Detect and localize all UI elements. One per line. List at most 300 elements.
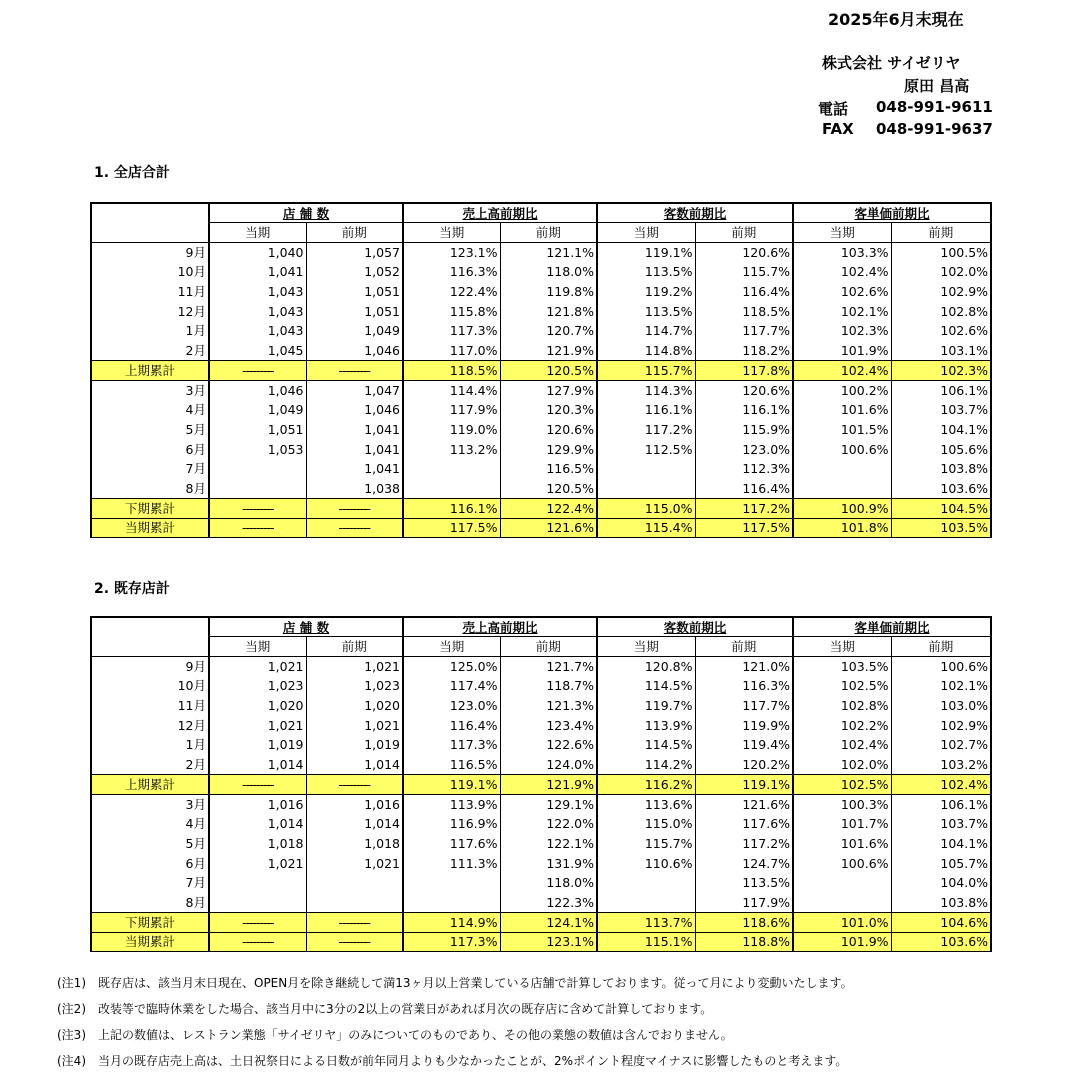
value-cell: ---------	[209, 498, 306, 518]
value-cell: 100.6%	[793, 853, 891, 873]
value-cell: 1,045	[209, 341, 306, 361]
value-cell: 1,046	[306, 400, 403, 420]
header-current: 当期	[209, 637, 306, 657]
subtotal-row	[91, 932, 991, 952]
value-cell: 102.4%	[793, 735, 891, 755]
value-cell: ---------	[306, 932, 403, 952]
value-cell: 106.1%	[891, 794, 991, 814]
value-cell: 120.5%	[500, 479, 597, 499]
value-cell: 129.9%	[500, 439, 597, 459]
value-cell: 103.8%	[891, 459, 991, 479]
value-cell: 110.6%	[597, 853, 695, 873]
value-cell: 114.8%	[597, 341, 695, 361]
group-header: 売上高前期比	[403, 617, 597, 637]
value-cell: 104.0%	[891, 873, 991, 893]
value-cell: 117.9%	[695, 893, 793, 913]
note-1: (注1) 既存店は、該当月末日現在、OPEN月を除き継続して満13ヶ月以上営業している店舗で計算しております。従って月により変動いたします。	[57, 976, 853, 990]
value-cell: 111.3%	[403, 853, 500, 873]
value-cell: 1,046	[209, 380, 306, 400]
value-cell: 131.9%	[500, 853, 597, 873]
value-cell: 100.6%	[793, 439, 891, 459]
value-cell: 119.9%	[695, 715, 793, 735]
value-cell: 102.3%	[891, 361, 991, 381]
header-previous: 前期	[500, 637, 597, 657]
value-cell: 1,016	[306, 794, 403, 814]
value-cell: ---------	[209, 932, 306, 952]
value-cell: 1,041	[306, 420, 403, 440]
value-cell: 117.0%	[403, 341, 500, 361]
table-row	[91, 439, 991, 459]
row-label: 下期累計	[91, 498, 209, 518]
value-cell: 1,043	[209, 301, 306, 321]
table-row	[91, 853, 991, 873]
table-row	[91, 755, 991, 775]
table-row	[91, 656, 991, 676]
value-cell: 123.4%	[500, 715, 597, 735]
value-cell: 115.0%	[597, 498, 695, 518]
tel-label: 電話	[818, 100, 849, 118]
value-cell: 102.1%	[793, 301, 891, 321]
value-cell: 103.1%	[891, 341, 991, 361]
header-current: 当期	[209, 223, 306, 243]
value-cell: 116.5%	[500, 459, 597, 479]
value-cell: 105.6%	[891, 439, 991, 459]
group-header: 客数前期比	[597, 617, 793, 637]
value-cell: 117.3%	[403, 932, 500, 952]
value-cell: 118.8%	[695, 932, 793, 952]
section-title-all-stores: 1. 全店合計	[94, 165, 170, 181]
value-cell: 115.7%	[597, 361, 695, 381]
value-cell: 120.3%	[500, 400, 597, 420]
sub-header-row	[91, 223, 991, 243]
value-cell: 122.4%	[403, 282, 500, 302]
value-cell: 1,046	[306, 341, 403, 361]
value-cell: 125.0%	[403, 656, 500, 676]
subtotal-row	[91, 518, 991, 538]
table-row	[91, 282, 991, 302]
row-label: 10月	[91, 676, 209, 696]
value-cell: 122.0%	[500, 814, 597, 834]
value-cell: 123.1%	[403, 242, 500, 262]
row-label: 8月	[91, 893, 209, 913]
value-cell: 101.6%	[793, 834, 891, 854]
value-cell: 117.3%	[403, 321, 500, 341]
value-cell: 117.2%	[597, 420, 695, 440]
row-label: 上期累計	[91, 361, 209, 381]
value-cell: 1,021	[306, 715, 403, 735]
corner-cell	[91, 223, 209, 243]
row-label: 11月	[91, 282, 209, 302]
value-cell: 102.0%	[793, 755, 891, 775]
value-cell: 1,041	[306, 439, 403, 459]
value-cell: 102.6%	[793, 282, 891, 302]
value-cell: 119.1%	[695, 775, 793, 795]
value-cell: 102.4%	[793, 361, 891, 381]
value-cell: 1,041	[209, 262, 306, 282]
subtotal-row	[91, 361, 991, 381]
value-cell: 117.4%	[403, 676, 500, 696]
value-cell: 117.7%	[695, 696, 793, 716]
value-cell: 118.6%	[695, 912, 793, 932]
value-cell	[597, 873, 695, 893]
row-label: 5月	[91, 420, 209, 440]
row-label: 11月	[91, 696, 209, 716]
value-cell: 117.9%	[403, 400, 500, 420]
header-previous: 前期	[306, 637, 403, 657]
row-label: 2月	[91, 341, 209, 361]
value-cell: 1,040	[209, 242, 306, 262]
value-cell: 117.2%	[695, 834, 793, 854]
value-cell: 100.5%	[891, 242, 991, 262]
value-cell: 102.9%	[891, 282, 991, 302]
value-cell: 1,053	[209, 439, 306, 459]
group-header: 客単価前期比	[793, 203, 991, 223]
table-row	[91, 459, 991, 479]
value-cell: 121.3%	[500, 696, 597, 716]
value-cell: 113.2%	[403, 439, 500, 459]
value-cell: 1,041	[306, 459, 403, 479]
row-label: 8月	[91, 479, 209, 499]
value-cell: ---------	[209, 518, 306, 538]
value-cell: 104.1%	[891, 420, 991, 440]
value-cell: 1,019	[209, 735, 306, 755]
table-row	[91, 893, 991, 913]
header-previous: 前期	[891, 223, 991, 243]
value-cell: 101.8%	[793, 518, 891, 538]
table-row	[91, 262, 991, 282]
value-cell: 121.6%	[695, 794, 793, 814]
value-cell: ---------	[306, 912, 403, 932]
value-cell: 116.3%	[695, 676, 793, 696]
value-cell: 102.6%	[891, 321, 991, 341]
value-cell: 117.3%	[403, 735, 500, 755]
value-cell: 122.3%	[500, 893, 597, 913]
value-cell: 112.3%	[695, 459, 793, 479]
value-cell: 115.9%	[695, 420, 793, 440]
value-cell: 103.6%	[891, 479, 991, 499]
table-row	[91, 479, 991, 499]
value-cell	[209, 873, 306, 893]
value-cell: 102.5%	[793, 775, 891, 795]
row-label: 12月	[91, 301, 209, 321]
table-row	[91, 814, 991, 834]
value-cell: 106.1%	[891, 380, 991, 400]
value-cell: 114.4%	[403, 380, 500, 400]
table-row	[91, 715, 991, 735]
value-cell	[209, 893, 306, 913]
value-cell: 120.2%	[695, 755, 793, 775]
value-cell: 104.5%	[891, 498, 991, 518]
value-cell: 1,016	[209, 794, 306, 814]
value-cell: 1,049	[209, 400, 306, 420]
value-cell: 103.5%	[891, 518, 991, 538]
value-cell: 102.0%	[891, 262, 991, 282]
value-cell: ---------	[209, 912, 306, 932]
row-label: 下期累計	[91, 912, 209, 932]
value-cell: 114.7%	[597, 321, 695, 341]
value-cell: ---------	[306, 361, 403, 381]
row-label: 当期累計	[91, 518, 209, 538]
value-cell: ---------	[209, 361, 306, 381]
value-cell: 116.1%	[695, 400, 793, 420]
value-cell	[793, 479, 891, 499]
value-cell: 102.4%	[793, 262, 891, 282]
value-cell: 101.5%	[793, 420, 891, 440]
header-current: 当期	[597, 637, 695, 657]
group-header: 売上高前期比	[403, 203, 597, 223]
row-label: 上期累計	[91, 775, 209, 795]
value-cell: 121.0%	[695, 656, 793, 676]
row-label: 1月	[91, 321, 209, 341]
value-cell: 101.7%	[793, 814, 891, 834]
value-cell: 101.0%	[793, 912, 891, 932]
table-row	[91, 400, 991, 420]
value-cell	[793, 873, 891, 893]
row-label: 3月	[91, 380, 209, 400]
value-cell: 120.6%	[695, 242, 793, 262]
row-label: 7月	[91, 459, 209, 479]
value-cell: 117.6%	[695, 814, 793, 834]
value-cell: 118.5%	[695, 301, 793, 321]
value-cell: 123.0%	[695, 439, 793, 459]
value-cell: 1,052	[306, 262, 403, 282]
value-cell: 113.9%	[597, 715, 695, 735]
table-row	[91, 834, 991, 854]
value-cell: 103.3%	[793, 242, 891, 262]
value-cell: 102.8%	[891, 301, 991, 321]
value-cell: 1,043	[209, 321, 306, 341]
value-cell: 119.2%	[597, 282, 695, 302]
table-row	[91, 321, 991, 341]
value-cell: 1,020	[209, 696, 306, 716]
section-title-existing-stores: 2. 既存店計	[94, 581, 170, 597]
note-3: (注3) 上記の数値は、レストラン業態「サイゼリヤ」のみについてのものであり、その他の業態の数値は含んでおりません。	[57, 1028, 733, 1042]
value-cell: 124.0%	[500, 755, 597, 775]
row-label: 6月	[91, 853, 209, 873]
value-cell: 121.8%	[500, 301, 597, 321]
value-cell: ---------	[306, 498, 403, 518]
value-cell: 1,014	[209, 755, 306, 775]
value-cell: 1,051	[306, 282, 403, 302]
value-cell: 123.0%	[403, 696, 500, 716]
table-row	[91, 420, 991, 440]
value-cell: 113.7%	[597, 912, 695, 932]
table-row	[91, 380, 991, 400]
row-label: 4月	[91, 814, 209, 834]
header-previous: 前期	[695, 223, 793, 243]
value-cell: 1,043	[209, 282, 306, 302]
value-cell: 115.7%	[597, 834, 695, 854]
value-cell: 103.5%	[793, 656, 891, 676]
value-cell: 113.5%	[597, 301, 695, 321]
value-cell: 1,019	[306, 735, 403, 755]
value-cell: 116.4%	[403, 715, 500, 735]
header-previous: 前期	[500, 223, 597, 243]
group-header: 客数前期比	[597, 203, 793, 223]
value-cell: 121.9%	[500, 341, 597, 361]
value-cell: 124.1%	[500, 912, 597, 932]
value-cell: 118.7%	[500, 676, 597, 696]
value-cell: 102.3%	[793, 321, 891, 341]
value-cell: 119.1%	[597, 242, 695, 262]
value-cell: 114.3%	[597, 380, 695, 400]
value-cell: 123.1%	[500, 932, 597, 952]
value-cell: 1,018	[306, 834, 403, 854]
value-cell: 116.3%	[403, 262, 500, 282]
row-label: 5月	[91, 834, 209, 854]
value-cell: 119.4%	[695, 735, 793, 755]
header-previous: 前期	[306, 223, 403, 243]
value-cell: 119.8%	[500, 282, 597, 302]
table-row	[91, 735, 991, 755]
value-cell: 113.6%	[597, 794, 695, 814]
value-cell: 102.2%	[793, 715, 891, 735]
value-cell: 119.1%	[403, 775, 500, 795]
value-cell: 121.9%	[500, 775, 597, 795]
group-header: 店 舗 数	[209, 617, 403, 637]
value-cell: 101.6%	[793, 400, 891, 420]
value-cell: 1,018	[209, 834, 306, 854]
value-cell: 101.9%	[793, 932, 891, 952]
row-label: 10月	[91, 262, 209, 282]
table-row	[91, 873, 991, 893]
value-cell	[597, 459, 695, 479]
note-2: (注2) 改装等で臨時休業をした場合、該当月中に3分の2以上の営業日があれば月次の既存店に含めて計算しております。	[57, 1002, 713, 1016]
contact-person: 原田 昌高	[904, 77, 970, 95]
value-cell: 1,051	[306, 301, 403, 321]
fax-label: FAX	[822, 120, 854, 138]
subtotal-row	[91, 912, 991, 932]
table-row	[91, 794, 991, 814]
header-current: 当期	[597, 223, 695, 243]
value-cell: 102.8%	[793, 696, 891, 716]
value-cell: 1,023	[306, 676, 403, 696]
subtotal-row	[91, 775, 991, 795]
value-cell: 1,021	[209, 715, 306, 735]
row-label: 4月	[91, 400, 209, 420]
value-cell: 121.7%	[500, 656, 597, 676]
value-cell	[403, 479, 500, 499]
subtotal-row	[91, 498, 991, 518]
company-name: 株式会社 サイゼリヤ	[822, 54, 961, 72]
value-cell: ---------	[306, 518, 403, 538]
value-cell: 104.1%	[891, 834, 991, 854]
value-cell: 102.9%	[891, 715, 991, 735]
value-cell	[403, 873, 500, 893]
value-cell: 100.9%	[793, 498, 891, 518]
value-cell: 119.7%	[597, 696, 695, 716]
value-cell: 100.6%	[891, 656, 991, 676]
header-current: 当期	[793, 223, 891, 243]
notes	[57, 970, 853, 1074]
value-cell: 1,023	[209, 676, 306, 696]
value-cell: 114.2%	[597, 755, 695, 775]
table-row	[91, 341, 991, 361]
value-cell: 120.6%	[695, 380, 793, 400]
value-cell: 116.2%	[597, 775, 695, 795]
value-cell: 117.5%	[403, 518, 500, 538]
value-cell: 114.9%	[403, 912, 500, 932]
value-cell: 114.5%	[597, 735, 695, 755]
value-cell: 103.7%	[891, 814, 991, 834]
value-cell: 117.5%	[695, 518, 793, 538]
value-cell: 122.6%	[500, 735, 597, 755]
as-of-date: 2025年6月末現在	[828, 10, 964, 29]
row-label: 3月	[91, 794, 209, 814]
value-cell: 1,020	[306, 696, 403, 716]
row-label: 当期累計	[91, 932, 209, 952]
value-cell: 122.4%	[500, 498, 597, 518]
value-cell: 116.4%	[695, 479, 793, 499]
value-cell	[403, 459, 500, 479]
value-cell: 1,021	[306, 656, 403, 676]
header-current: 当期	[403, 637, 500, 657]
group-header: 客単価前期比	[793, 617, 991, 637]
value-cell	[403, 893, 500, 913]
sub-header-row	[91, 637, 991, 657]
table-row	[91, 696, 991, 716]
value-cell	[306, 893, 403, 913]
value-cell: 115.8%	[403, 301, 500, 321]
value-cell: 120.7%	[500, 321, 597, 341]
value-cell: 1,021	[209, 853, 306, 873]
value-cell: ---------	[209, 775, 306, 795]
value-cell: 114.5%	[597, 676, 695, 696]
value-cell: 116.5%	[403, 755, 500, 775]
value-cell: 1,021	[306, 853, 403, 873]
value-cell: 117.2%	[695, 498, 793, 518]
row-label: 9月	[91, 242, 209, 262]
value-cell	[306, 873, 403, 893]
group-header-row	[91, 203, 991, 223]
value-cell: 120.5%	[500, 361, 597, 381]
row-label: 6月	[91, 439, 209, 459]
value-cell: 127.9%	[500, 380, 597, 400]
value-cell: 120.6%	[500, 420, 597, 440]
corner-cell	[91, 617, 209, 637]
value-cell: 113.5%	[597, 262, 695, 282]
row-label: 7月	[91, 873, 209, 893]
value-cell	[597, 479, 695, 499]
value-cell: 105.7%	[891, 853, 991, 873]
value-cell: 117.8%	[695, 361, 793, 381]
row-label: 2月	[91, 755, 209, 775]
value-cell: 1,047	[306, 380, 403, 400]
value-cell: 115.1%	[597, 932, 695, 952]
value-cell: 118.5%	[403, 361, 500, 381]
value-cell: 1,049	[306, 321, 403, 341]
value-cell: ---------	[306, 775, 403, 795]
value-cell: 1,051	[209, 420, 306, 440]
fax-number: 048-991-9637	[876, 120, 993, 138]
value-cell: 1,021	[209, 656, 306, 676]
value-cell: 100.2%	[793, 380, 891, 400]
value-cell: 119.0%	[403, 420, 500, 440]
value-cell: 115.7%	[695, 262, 793, 282]
value-cell: 115.4%	[597, 518, 695, 538]
value-cell: 118.0%	[500, 873, 597, 893]
value-cell: 103.0%	[891, 696, 991, 716]
value-cell: 118.2%	[695, 341, 793, 361]
value-cell: 1,057	[306, 242, 403, 262]
group-header: 店 舗 数	[209, 203, 403, 223]
value-cell: 122.1%	[500, 834, 597, 854]
row-label: 9月	[91, 656, 209, 676]
all-stores-table	[90, 202, 992, 538]
value-cell: 116.1%	[597, 400, 695, 420]
value-cell: 116.1%	[403, 498, 500, 518]
value-cell: 118.0%	[500, 262, 597, 282]
